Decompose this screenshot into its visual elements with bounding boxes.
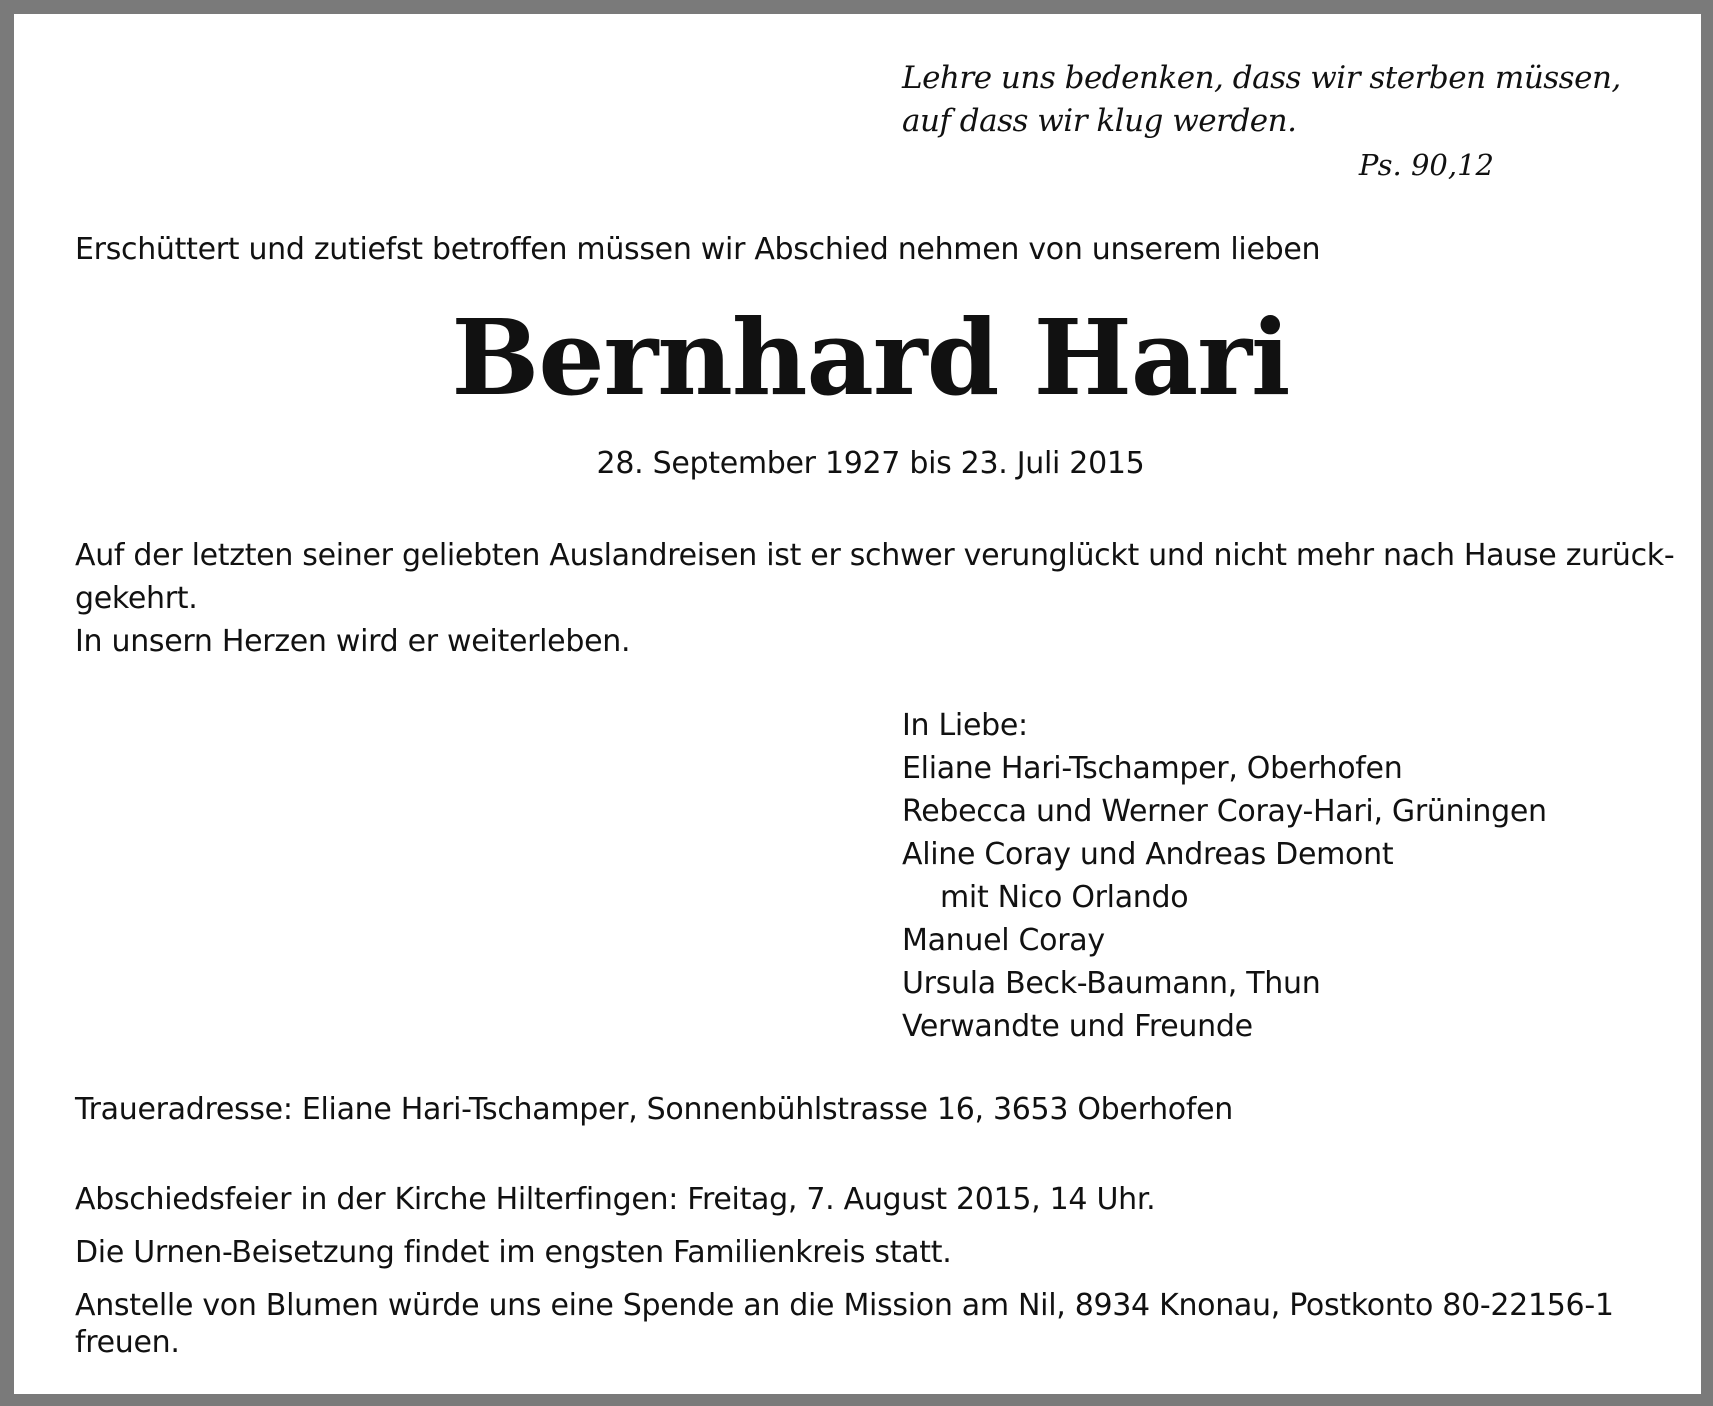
mourner-name: Rebecca und Werner Coray-Hari, Grüningen (902, 794, 1547, 829)
mourner-name: Eliane Hari-Tschamper, Oberhofen (902, 751, 1403, 786)
ceremony-note: Abschiedsfeier in der Kirche Hilterfingen: Freitag, 7. August 2015, 14 Uhr. (75, 1182, 1156, 1217)
donation-note-line-2: freuen. (75, 1325, 180, 1360)
deceased-name: Bernhard Hari (451, 296, 1290, 419)
message-line-3: In unsern Herzen wird er weiterleben. (75, 624, 631, 659)
mourner-name: Verwandte und Freunde (902, 1009, 1253, 1044)
epigraph-reference: Ps. 90,12 (1358, 148, 1494, 182)
mourners-list (902, 704, 1547, 1048)
mourner-name: Ursula Beck-Baumann, Thun (902, 966, 1321, 1001)
message-line-1: Auf der letzten seiner geliebten Auslandreisen ist er schwer verunglückt und nicht mehr nach Hause zurück- (75, 538, 1675, 573)
mourner-name: Aline Coray und Andreas Demont (902, 837, 1394, 872)
intro-text: Erschüttert und zutiefst betroffen müssen wir Abschied nehmen von unserem lieben (75, 232, 1321, 267)
epigraph-line-2: auf dass wir klug werden. (902, 103, 1297, 139)
life-dates: 28. September 1927 bis 23. Juli 2015 (596, 446, 1145, 481)
mourning-address: Traueradresse: Eliane Hari-Tschamper, Sonnenbühlstrasse 16, 3653 Oberhofen (75, 1092, 1233, 1127)
notes-block (75, 1178, 1614, 1364)
burial-note: Die Urnen-Beisetzung findet im engsten Familienkreis statt. (75, 1235, 952, 1270)
donation-note-line-1: Anstelle von Blumen würde uns eine Spende an die Mission am Nil, 8934 Knonau, Postkonto 80-22156-1 (75, 1288, 1614, 1323)
message-block (75, 534, 1675, 663)
epigraph-line-1: Lehre uns bedenken, dass wir sterben müssen, (902, 60, 1621, 96)
mourners-heading: In Liebe: (902, 708, 1028, 743)
mourner-name: Manuel Coray (902, 923, 1105, 958)
mourner-name: mit Nico Orlando (940, 880, 1189, 915)
message-line-2: gekehrt. (75, 581, 198, 616)
